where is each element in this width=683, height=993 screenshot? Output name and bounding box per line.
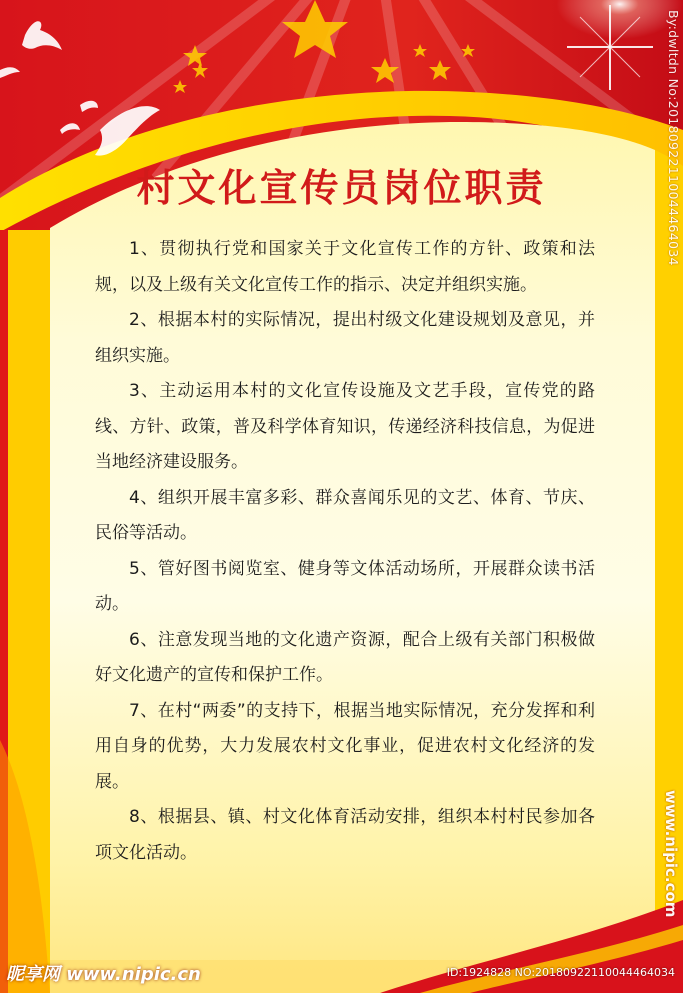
watermark-bottom-left: 昵享网 www.nipic.cn (6, 964, 201, 985)
duty-list (95, 232, 595, 871)
watermark-right-id: By:dwltdn No:20180922110044464034 (666, 10, 681, 266)
duty-item-6: 6、注意发现当地的文化遗产资源，配合上级有关部门积极做好文化遗产的宣传和保护工作。 (95, 629, 595, 685)
duty-item-5: 5、管好图书阅览室、健身等文体活动场所，开展群众读书活动。 (95, 558, 595, 614)
duty-item-2: 2、根据本村的实际情况，提出村级文化建设规划及意见，并组织实施。 (95, 310, 595, 366)
duty-item-4: 4、组织开展丰富多彩、群众喜闻乐见的文艺、体育、节庆、民俗等活动。 (95, 487, 595, 543)
poster-title: 村文化宣传员岗位职责 (136, 166, 547, 210)
duty-item-3: 3、主动运用本村的文化宣传设施及文艺手段，宣传党的路线、方针、政策，普及科学体育知识，传递经济科技信息，为促进当地经济建设服务。 (95, 381, 595, 472)
watermark-bottom-right: ID:1924828 NO:20180922110044464034 (446, 966, 675, 979)
duty-item-1: 1、贯彻执行党和国家关于文化宣传工作的方针、政策和法规，以及上级有关文化宣传工作的指示、决定并组织实施。 (95, 239, 595, 295)
duty-item-7: 7、在村“两委”的支持下，根据当地实际情况，充分发挥和利用自身的优势，大力发展农村文化事业，促进农村文化经济的发展。 (95, 700, 595, 792)
watermark-right-site: www.nipic.com (662, 790, 680, 918)
duty-item-8: 8、根据县、镇、村文化体育活动安排，组织本村村民参加各项文化活动。 (95, 807, 595, 863)
